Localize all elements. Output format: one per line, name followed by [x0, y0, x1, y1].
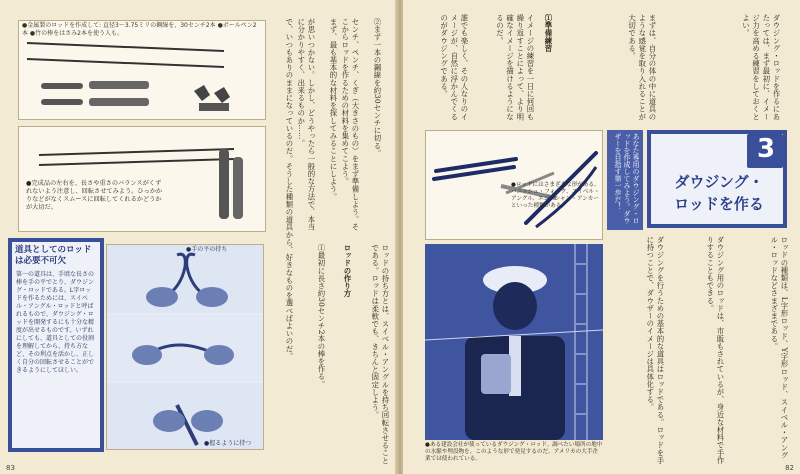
worker-photo [425, 244, 603, 440]
photo1-caption: ●金属製のロッドを作成して: 直径3〜3.75ミリの鋼線を、30センチ2本 ●ボールペン2本 ●竹の棒をはさみ2本を使う人も。 [22, 22, 262, 38]
left-text-col-6: ①最初に長さ約30センチ2本の棒を作る。 [317, 244, 326, 388]
hand-grip-illustration [107, 245, 264, 450]
right-text-col-4: まずは、自分の体の中に道具のような感覚を取り入れることが大切である。 [627, 14, 657, 121]
left-text-col-5: ②まず一本の鋼線を約30センチに切る。 [373, 18, 382, 158]
left-page [0, 0, 397, 474]
section-number: 3 [757, 134, 776, 164]
left-text-col-2: が思いつかない。しかし、どうやったら一般的な方法で、本当に分かりやすく、出来るものか……。 [296, 18, 316, 231]
right-text-col-5: ダウジング・ロッドを作るにあたっては、まず最初に、イメージ力を高める練習をしておくとよい。 [741, 14, 781, 121]
photo2-caption: ●完成品の左右を、長さや重さのバランスがくずれないよう注意し、回転させてみよう。ひっかかりなどがなくスムースに回転してくれるかどうかが大切だ。 [26, 180, 163, 211]
left-text-col-3: まず、最も基本的な材料を探してみることにしよう。 [329, 18, 338, 201]
info-box-text: 第一の道具は、手頃な長さの棒を手の平でとり、ダウジング・ロッドである。L字ロッドを作るためには、スイベル・アングル・ロッドと呼ばれるもので、ダウジング・ロッドを開発するにも十分な精度が出せるものです。いずれにしても、道具としての役割を理解してから、持ち方など、その利点を活かし、正しく自分の回転させることができるようにしてほしい。 [16, 271, 95, 374]
right-text-col-8: ロッドの種類は、L字形ロッド、Y字形ロッド、スイベル・アングル・ロッドなどさまざまである。 [769, 236, 789, 459]
left-text-col-4: センチ、ペンチ、くぎ（大きさのもの）をまず準備しよう。そこからロッドを作るための材料を集めてこよう。 [340, 18, 360, 231]
rod-types-caption: ●ロッドにはさまざまな形がある。バニッシュ・フォーク、スイベル・アングル、エジプシャン・アンカーといった種類がある。 [511, 182, 600, 209]
grip-label-bottom: ●握るように持つ [204, 440, 252, 447]
section-title-line1: ダウジング・ [674, 173, 764, 191]
right-text-col-3: ①準備練習 [544, 14, 553, 52]
info-box-heading: 道具としてのロッドは必要不可欠 [15, 245, 92, 266]
right-text-col-7: ダウジング用のロッドは、市販もされているが、身近な材料で手作りすることもできる。 [705, 236, 725, 464]
right-text-col-6: ダウジングを行うための基本的な道具はロッドである。ロッドを手に持つことで、ダウザーのイメージは具体化する。 [645, 236, 665, 464]
right-text-col-2: イメージの練習を一日に何回も繰り返すことによって、より明確なイメージを描けるようになるのだ。 [495, 14, 535, 121]
finished-rods-photo [18, 126, 266, 232]
worker-illustration [425, 244, 603, 440]
worker-photo-caption: ●ある建設会社が使っているダウジング・ロッド。調べたい場所の地中の水脈や埋設物を、このような形で発見するのだ。アメリカの大手企業では使われている。 [425, 442, 603, 462]
left-text-col-1: で、いつもありのままになっているのだ。そうした種類の道具から、好きなものを選べばよいのだ。 [285, 18, 294, 360]
right-page-number: 82 [785, 464, 794, 472]
info-box [8, 238, 104, 452]
section-intro: あなた専用のダウジング・ロッドを作成してみよう。ダウザーを目指す第一歩だ！ [607, 130, 643, 230]
left-text-col-8: ロッドの持ち方とは、スイベル・アングルを持ち回転させることである。ロッドは柔軟でも、きちんと固定しよう。 [370, 244, 390, 465]
grip-label-top: ●手の平の持ち [186, 246, 228, 253]
section-title-line2: ロッドを作る [674, 195, 764, 213]
hand-grip-photo [106, 244, 264, 450]
left-text-col-7: ロッドの作り方 [343, 244, 352, 298]
right-page [403, 0, 800, 474]
right-text-col-1: 誰でも楽しく、その人なりのイメージが、自然に浮かんでくるのがダウジングである。 [439, 14, 469, 121]
left-page-number: 83 [6, 464, 15, 472]
